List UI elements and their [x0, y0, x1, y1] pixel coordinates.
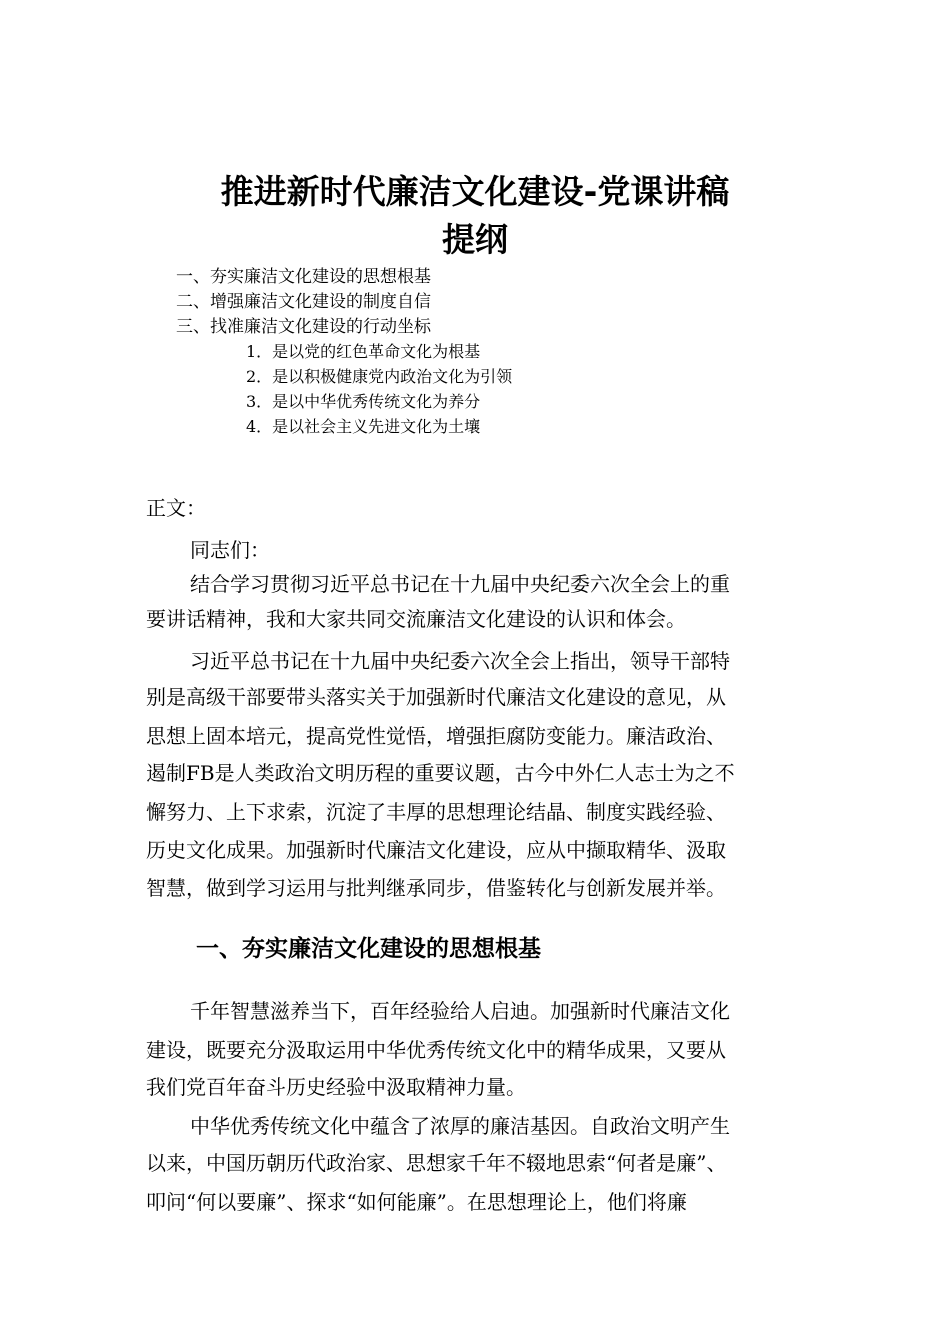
outline-item: 三、找准廉洁文化建设的行动坐标 — [176, 317, 431, 337]
paragraph-line: 要讲话精神，我和大家共同交流廉洁文化建设的认识和体会。 — [146, 607, 686, 631]
document-title: 推进新时代廉洁文化建设-党课讲稿 — [220, 172, 730, 211]
paragraph-line: 历史文化成果。加强新时代廉洁文化建设，应从中撷取精华、汲取 — [146, 838, 726, 862]
body-label: 正文： — [146, 496, 206, 520]
paragraph-line: 懈努力、上下求索，沉淀了丰厚的思想理论结晶、制度实践经验、 — [146, 800, 726, 824]
paragraph-line: 我们党百年奋斗历史经验中汲取精神力量。 — [146, 1075, 526, 1099]
outline-subitem: 2．是以积极健康党内政治文化为引领 — [246, 367, 513, 386]
paragraph-line: 中华优秀传统文化中蕴含了浓厚的廉洁基因。自政治文明产生 — [190, 1114, 730, 1138]
outline-subitem: 1．是以党的红色革命文化为根基 — [246, 342, 481, 361]
document-subtitle: 提纲 — [442, 220, 508, 259]
paragraph-line: 建设，既要充分汲取运用中华优秀传统文化中的精华成果，又要从 — [146, 1038, 726, 1062]
paragraph-line: 习近平总书记在十九届中央纪委六次全会上指出，领导干部特 — [190, 649, 730, 673]
outline-subitem: 3．是以中华优秀传统文化为养分 — [246, 392, 481, 411]
section-heading: 一、夯实廉洁文化建设的思想根基 — [196, 936, 541, 962]
outline-item: 一、夯实廉洁文化建设的思想根基 — [176, 267, 431, 287]
paragraph-line: 遏制FB是人类政治文明历程的重要议题，古今中外仁人志士为之不 — [146, 761, 735, 785]
outline-subitem: 4．是以社会主义先进文化为土壤 — [246, 417, 481, 436]
paragraph-line: 智慧，做到学习运用与批判继承同步，借鉴转化与创新发展并举。 — [146, 876, 726, 900]
paragraph-line: 别是高级干部要带头落实关于加强新时代廉洁文化建设的意见，从 — [146, 685, 726, 709]
outline-item: 二、增强廉洁文化建设的制度自信 — [176, 292, 431, 312]
paragraph-line: 思想上固本培元，提高党性觉悟，增强拒腐防变能力。廉洁政治、 — [146, 724, 726, 748]
paragraph-line: 以来，中国历朝历代政治家、思想家千年不辍地思索“何者是廉”、 — [146, 1151, 727, 1175]
paragraph-line: 千年智慧滋养当下，百年经验给人启迪。加强新时代廉洁文化 — [190, 999, 730, 1023]
paragraph-line: 结合学习贯彻习近平总书记在十九届中央纪委六次全会上的重 — [190, 572, 730, 596]
greeting: 同志们： — [190, 538, 270, 562]
paragraph-line: 叩问“何以要廉”、探求“如何能廉”。在思想理论上，他们将廉 — [146, 1190, 687, 1214]
